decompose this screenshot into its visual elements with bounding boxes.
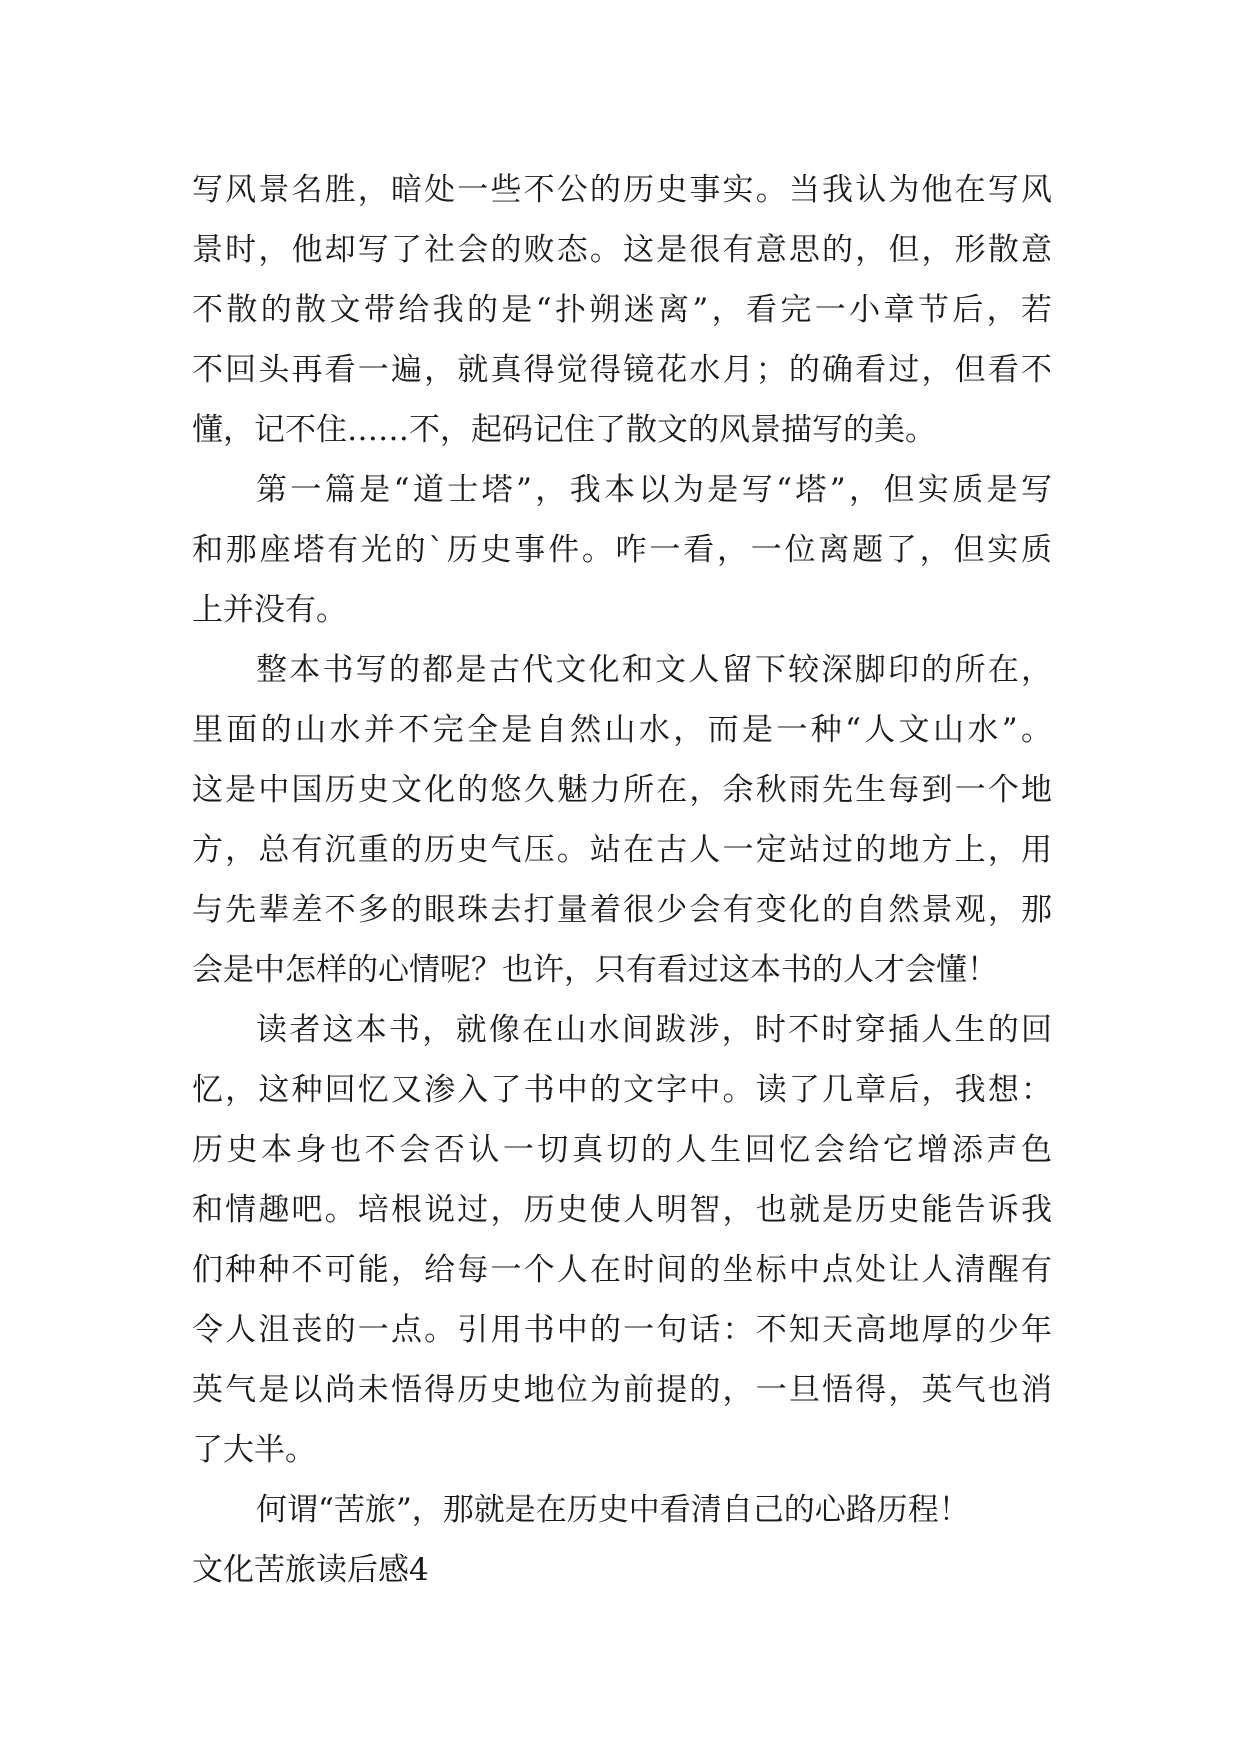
text-line: 第一篇是“道士塔”，我本以为是写“塔”，但实质是写 xyxy=(256,472,1052,508)
text-line: 和情趣吧。培根说过，历史使人明智，也就是历史能告诉我 xyxy=(192,1192,1052,1228)
text-line: 这是中国历史文化的悠久魅力所在，余秋雨先生每到一个地 xyxy=(192,772,1052,808)
text-line: 们种种不可能，给每一个人在时间的坐标中点处让人清醒有 xyxy=(192,1252,1052,1288)
text-line: 景时，他却写了社会的败态。这是很有意思的，但，形散意 xyxy=(192,232,1052,268)
text-line: 英气是以尚未悟得历史地位为前提的，一旦悟得，英气也消 xyxy=(192,1372,1052,1408)
text-line: 了大半。 xyxy=(192,1432,316,1468)
paragraph-1 xyxy=(192,160,1052,460)
text-line: 懂，记不住……不，起码记住了散文的风景描写的美。 xyxy=(192,412,936,448)
text-line: 上并没有。 xyxy=(192,592,347,628)
text-line: 里面的山水并不完全是自然山水，而是一种“人文山水”。 xyxy=(192,712,1052,748)
text-line: 和那座塔有光的`历史事件。咋一看，一位离题了，但实质 xyxy=(192,532,1052,568)
text-line: 不回头再看一遍，就真得觉得镜花水月；的确看过，但看不 xyxy=(192,352,1052,388)
text-line: 会是中怎样的心情呢？也许，只有看过这本书的人才会懂！ xyxy=(192,952,998,988)
text-line: 何谓“苦旅”，那就是在历史中看清自己的心路历程！ xyxy=(256,1492,970,1528)
text-line: 令人沮丧的一点。引用书中的一句话：不知天高地厚的少年 xyxy=(192,1312,1052,1348)
text-line: 忆，这种回忆又渗入了书中的文字中。读了几章后，我想： xyxy=(192,1072,1052,1108)
paragraph-3 xyxy=(192,640,1052,1000)
text-line: 读者这本书，就像在山水间跋涉，时不时穿插人生的回 xyxy=(256,1012,1052,1048)
text-line: 整本书写的都是古代文化和文人留下较深脚印的所在， xyxy=(256,652,1052,688)
paragraph-4 xyxy=(192,1000,1052,1480)
document-body xyxy=(192,160,1052,1600)
section-heading: 文化苦旅读后感4 xyxy=(192,1552,429,1588)
text-line: 方，总有沉重的历史气压。站在古人一定站过的地方上，用 xyxy=(192,832,1052,868)
text-line: 不散的散文带给我的是“扑朔迷离”，看完一小章节后，若 xyxy=(192,292,1052,328)
text-line: 写风景名胜，暗处一些不公的历史事实。当我认为他在写风 xyxy=(192,172,1052,208)
paragraph-5 xyxy=(192,1480,1052,1540)
text-line: 与先辈差不多的眼珠去打量着很少会有变化的自然景观，那 xyxy=(192,892,1052,928)
text-line: 历史本身也不会否认一切真切的人生回忆会给它增添声色 xyxy=(192,1132,1052,1168)
paragraph-2 xyxy=(192,460,1052,640)
